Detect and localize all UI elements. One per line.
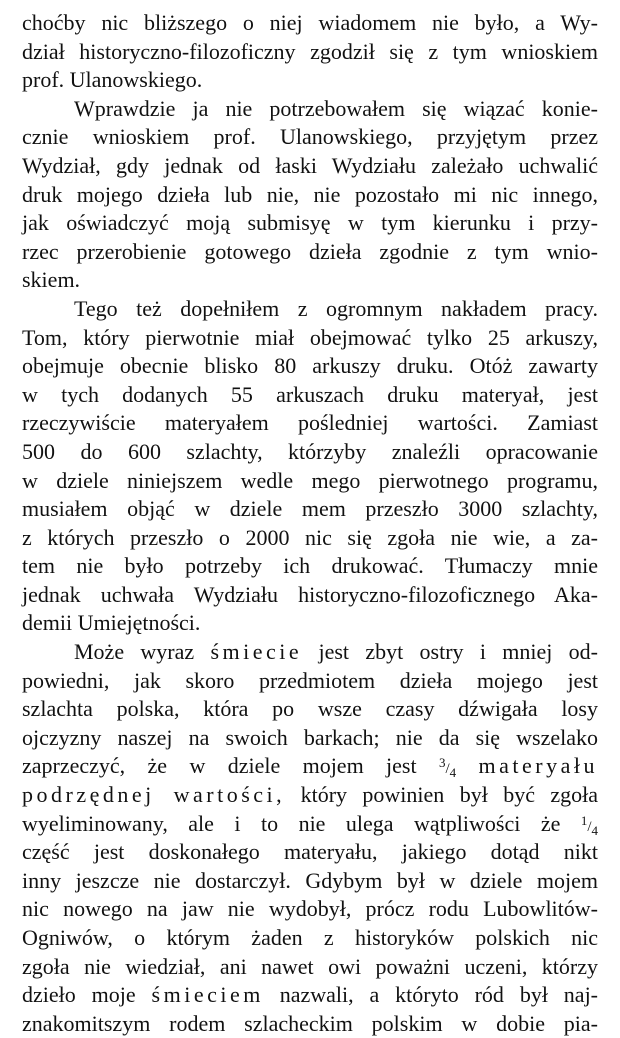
text-line: rzeczywiście materyałem pośledniej wartości. Zamiast (22, 410, 598, 436)
emphasized-word: materyału (478, 753, 598, 779)
text-line: zgoła nie wiedział, ani nawet owi poważni uczeni, którzy (22, 953, 598, 979)
text-line: rzec przerobienie gotowego dzieła zgodnie z tym wnio- (22, 238, 598, 264)
text-line: nic nowego na jaw nie wydobył, prócz rodu Lubowlitów- (22, 896, 598, 922)
emphasized-phrase: podrzędnej wartości, (22, 782, 286, 808)
paragraph-2 (22, 95, 598, 295)
text-line: z których przeszło o 2000 nic się zgoła nie wie, a za- (22, 524, 598, 550)
text-line (22, 981, 598, 1010)
text-line: cznie wnioskiem prof. Ulanowskiego, przyjętym przez (22, 124, 598, 150)
text-line (22, 752, 598, 781)
text-line: Wydział, gdy jednak od łaski Wydziału zależało uchwalić (22, 152, 598, 178)
text-line (22, 781, 598, 810)
text-line: Tom, który pierwotnie miał obejmować tylko 25 arkuszy, (22, 324, 598, 350)
text-line: choćby nic bliższego o niej wiadomem nie było, a Wy- (22, 10, 598, 35)
text-line: tem nie było potrzeby ich drukować. Tłumaczy mnie (22, 553, 598, 579)
text-line: Wprawdzie ja nie potrzebowałem się wiązać konie- (74, 95, 598, 121)
text-line: prof. Ulanowskiego. (22, 67, 203, 93)
fraction: $^1/_4$ (580, 812, 599, 838)
text-line: część jest doskonałego materyału, jakiego dotąd nikt (22, 839, 598, 865)
text-line: obejmuje obecnie blisko 80 arkuszy druku. Otóż zawarty (22, 353, 598, 379)
text-line: znakomitszym rodem szlacheckim polskim w dobie pia- (22, 1010, 598, 1036)
text-line: inny jeszcze nie dostarczył. Gdybym był w dziele mojem (22, 867, 598, 893)
text-line: ojczyzny naszej na swoich barkach; nie da się wszelako (22, 724, 598, 750)
paragraph-4 (22, 638, 598, 1038)
text-run: jest zbyt ostry i mniej od- (318, 639, 599, 665)
text-line: szlachta polska, która po wsze czasy dźwigała losy (22, 696, 598, 722)
text-run: który powinien był być zgoła (300, 782, 599, 808)
text-line: powiedni, jak skoro przedmiotem dzieła mojego jest (22, 667, 598, 693)
text-line: demii Umiejętności. (22, 610, 201, 636)
text-line: 500 do 600 szlachty, którzyby znaleźli opracowanie (22, 438, 598, 464)
text-run: dzieło moje (22, 982, 136, 1008)
paragraph-3 (22, 295, 598, 638)
text-line: w tych dodanych 55 arkuszach druku materyał, jest (22, 381, 598, 407)
text-line: jednak uchwała Wydziału historyczno-filozoficznego Aka- (22, 581, 598, 607)
emphasized-word: śmiecie (210, 639, 303, 665)
paragraph-1 (22, 9, 598, 95)
emphasized-word: śmieciem (151, 982, 264, 1008)
fraction-numerator: 1 (580, 812, 588, 828)
text-line: skiem. (22, 267, 81, 293)
text-line (22, 810, 598, 839)
text-run: Może wyraz (74, 639, 195, 665)
text-line: musiałem objąć w dziele mem przeszło 3000 szlachty, (22, 496, 598, 522)
text-run: zaprzeczyć, że w dziele mojem jest (22, 753, 417, 779)
fraction-numerator: 3 (438, 755, 446, 771)
fraction-denominator: 4 (591, 822, 599, 838)
text-line: Tego też dopełniłem z ogromnym nakładem pracy. (74, 295, 598, 321)
text-line: w dziele niniejszem wedle mego pierwotnego programu, (22, 467, 598, 493)
fraction-denominator: 4 (449, 765, 457, 781)
text-line: jak oświadczyć moją submisyę w tym kierunku i przy- (22, 210, 598, 236)
text-line (22, 638, 598, 667)
text-line: druk mojego dzieła lub nie, nie pozostało mi nic innego, (22, 181, 598, 207)
text-line: Ogniwów, o którym żaden z historyków polskich nic (22, 925, 598, 950)
text-line: dział historyczno-filozoficzny zgodził się z tym wnioskiem (22, 38, 598, 64)
text-run: wyeliminowany, ale i to nie ulega wątpliwości że (22, 810, 561, 836)
text-run: nazwali, a któryto ród był naj- (279, 982, 599, 1008)
fraction: $^3/_4$ (438, 755, 457, 781)
